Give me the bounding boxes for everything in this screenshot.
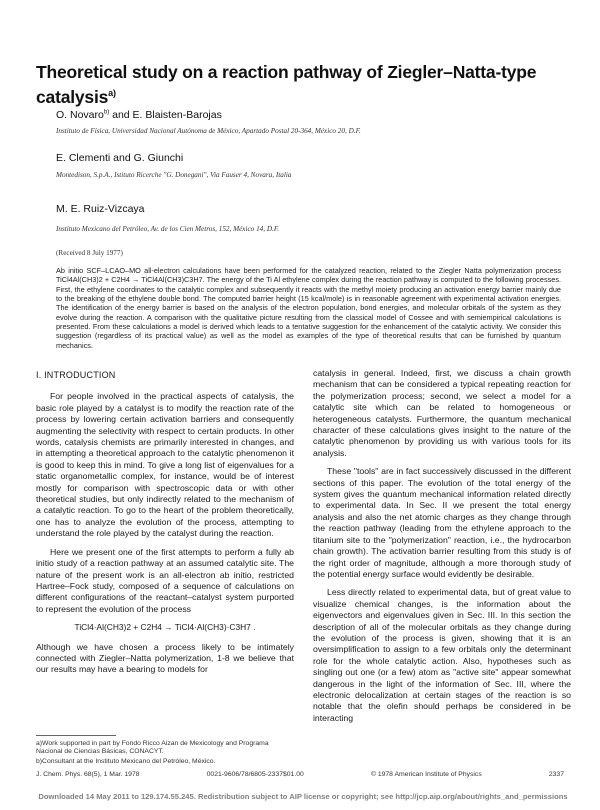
intro-paragraph-1: For people involved in the practical aspects of catalysis, the basic role played by a catalyst is to modify the reaction rate of the process by lowering certain activation barriers and consequently augmenting the selectivity with respect to certain products. In other words, catalysis chemists are primarily interested in changes, and in attempting a theoretical approach to the catalytic phenomenon it is good to keep this in mind. To give a long list of eigenvalues for a static organometallic complex, for instance, would be of interest mostly for comparison with spectroscopic data or with other theoretical studies, but only indirectly related to the mechanism of a catalytic reaction. To go to the heart of the problem theoretically, one has to analyze the evolution of the process, attempting to understand the role played by the catalyst during the reaction.	[36, 391, 294, 539]
copyright-notice: © 1978 American Institute of Physics	[370, 771, 482, 778]
intro-paragraph-6: Less directly related to experimental data, but of great value to visualize chemical changes, is the information about the eigenvectors and eigenvalues given in Sec. III. In this section the description of all of the molecular orbitals as they change during the evolution of the process is given, showing that it is an oversimplification to assign to a few orbitals only the determinant role for the whole catalytic action. Also, hypotheses such as singling out one (or a few) atom as "active site" appear somewhat dangerous in the light of the information of Sec. III, where the electronic delocalization at certain stages of the reaction is so notable that the olefin should perhaps be considered in be interacting	[313, 587, 571, 723]
journal-citation: J. Chem. Phys. 68(5), 1 Mar. 1978	[36, 771, 140, 778]
author-line-3	[56, 203, 145, 215]
footnote-b: b)Consultant at the Instituto Mexicano del Petróleo, México.	[36, 757, 216, 765]
author-footnote-mark: b)	[103, 109, 110, 116]
author-line-2	[56, 152, 183, 164]
intro-paragraph-4: catalysis in general. Indeed, first, we discuss a chain growth mechanism that can be considered a typical repeating reaction for the polymerization process; second, we select a model for a catalytic site which can be related to homogeneous or heterogeneous catalysts. Furthermore, the quantum mechanical character of these calculations gives insight to the nature of the catalytic phenomenon by providing us with various tools for its analysis.	[313, 368, 571, 458]
download-notice: Downloaded 14 May 2011 to 129.174.55.245. Redistribution subject to AIP license or copyright; see http://jcp.aip.org/about/rights_and_permissions	[38, 792, 568, 801]
intro-paragraph-3: Although we have chosen a process likely to be intimately connected with Ziegler–Natta polymerization, 1-8 we believe that our results may have a bearing to models for	[36, 641, 294, 675]
left-column	[36, 370, 294, 683]
affiliation-2: Montedison, S.p.A., Istituto Ricerche "G. Donegani", Via Fauser 4, Novara, Italia	[56, 171, 292, 179]
author-names: M. E. Ruiz-Vizcaya	[56, 203, 145, 215]
affiliation-1: Instituto de Física, Universidad Nacional Autónoma de México, Apartado Postal 20-364, México 20, D.F.	[56, 127, 361, 135]
affiliation-3: Instituto Mexicano del Petróleo, Av. de los Cien Metros, 152, México 14, D.F.	[56, 225, 280, 233]
author-names-cont: and E. Blaisten-Barojas	[109, 109, 222, 121]
footnotes	[36, 740, 294, 767]
intro-paragraph-5: These "tools" are in fact successively discussed in the different sections of this paper. The evolution of the total energy of the system gives the quantum mechanical information related directly to experimental data. In Sec. II we present the total energy analysis and also the net atomic charges as they change through the reaction pathway (leading from the ethylene approach to the titanium site to the "polymerization" reaction, i.e., the hydrocarbon chain growth). The activation barrier resulting from this study is of the right order of magnitude, although a more thorough study of the potential energy surface would evidently be desirable.	[313, 466, 571, 579]
page-footer	[36, 771, 564, 778]
footnote-divider	[36, 735, 116, 736]
article-title	[36, 62, 566, 108]
received-date: (Received 8 July 1977)	[56, 249, 123, 257]
page-number: 2337	[548, 771, 564, 778]
author-names: O. Novaro	[56, 109, 104, 121]
intro-paragraph-2: Here we present one of the first attempts to perform a fully ab initio study of a reaction pathway at an assumed catalytic site. The nature of the present work is an all-electron ab initio, restricted Hartree–Fock study, composed of a sequence of calculations on different configurations of the reactant–catalyst system purported to represent the evolution of the process	[36, 546, 294, 614]
title-footnote-mark: a)	[108, 88, 116, 98]
author-names: E. Clementi and G. Giunchi	[56, 152, 184, 164]
article-code: 0021-9606/78/6805-2337$01.00	[206, 771, 304, 778]
reaction-equation: TiCl4·Al(CH3)2 + C2H4 → TiCl4·Al(CH3)·C3H7 .	[74, 622, 256, 633]
article-title-text: Theoretical study on a reaction pathway of Ziegler–Natta-type catalysis	[36, 62, 537, 107]
right-column	[313, 368, 571, 731]
author-line-1	[56, 109, 222, 121]
abstract: Ab initio SCF–LCAO–MO all-electron calculations have been performed for the catalyzed reaction, related to the Ziegler Natta polymerization process TiCl4Al(CH3)2 + C2H4 → TiCl4Al(CH3)C3H7. The energy of the Ti Al ethylene complex during the reaction pathway is computed to the following processes. First, the ethylene coordinates to the catalytic complex and subsequently it reacts with the methyl moiety producing an activation energy barrier mainly due to the breaking of the ethylene double bond. The computed barrier height (15 kcal/mole) is in reasonable agreement with experimental activation energies. The identification of the energy barrier is based on the analysis of the electron population, bond energies, and molecular orbitals of the system as they evolve during the reaction. A comparison with the qualitative picture resulting from the classical model of Cossee and with semiempirical calculations is presented. From these calculations a model is derived which leads to a tentative suggestion for the enhancement of the catalytic activity. We consider this suggestion (regardless of its practical value) as well as the model as examples of the type of theoretical results that can be furnished by quantum mechanics.	[56, 266, 561, 350]
footnote-a: a)Work supported in part by Fondo Ricco Aizan de Mexicology and Programa Nacional de Ciencias Básicas, CONACYT.	[36, 740, 269, 756]
section-heading: I. INTRODUCTION	[36, 370, 116, 380]
